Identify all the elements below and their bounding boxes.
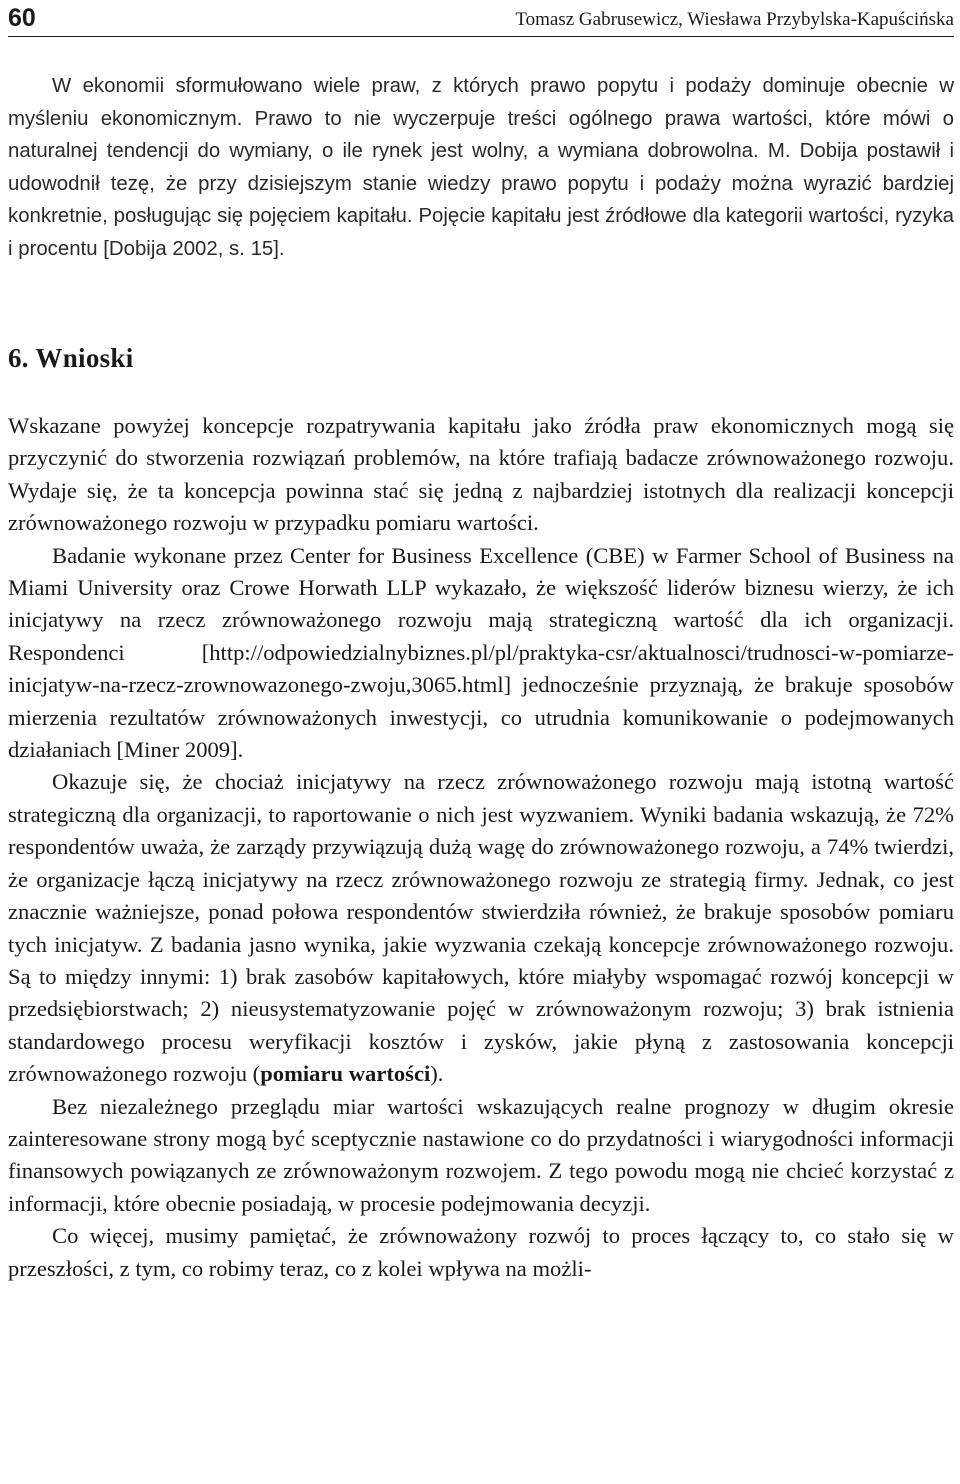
body-paragraph-3	[8, 766, 954, 1090]
body-paragraph-2: Badanie wykonane przez Center for Business Excellence (CBE) w Farmer School of Business na Miami University oraz Crowe Horwath LLP wykazało, że większość liderów biznesu wierzy, że ich inicjatywy na rzecz zrównoważonego rozwoju mają strategiczną wartość dla ich organizacji. Respondenci [http://odpowiedzialnybiznes.pl/pl/praktyka-csr/aktualnosci/trudnosci-w-pomiarze-inicjatyw-na-rzecz-zrownowazonego-zwoju,3065.html] jednocześnie przyznają, że brakuje sposobów mierzenia rezultatów zrównoważonych inwestycji, co utrudnia komunikowanie o podejmowanych działaniach [Miner 2009].	[8, 542, 954, 763]
section-title: 6. Wnioski	[8, 343, 134, 373]
intro-block	[8, 70, 954, 266]
body-paragraph-5: Co więcej, musimy pamiętać, że zrównoważony rozwój to proces łączący to, co stało się w przeszłości, z tym, co robimy teraz, co z kolei wpływa na możli-	[8, 1223, 954, 1281]
page-number: 60	[8, 4, 36, 32]
paragraph-3-text: Okazuje się, że chociaż inicjatywy na rzecz zrównoważonego rozwoju mają istotną wartość strategiczną dla organizacji, to raportowanie o nich jest wyzwaniem. Wyniki badania wskazują, że 72% respondentów uważa, że zarządy przywiązują dużą wagę do zrównoważonego rozwoju, a 74% twierdzi, że organizacje łączą inicjatywy na rzecz zrównoważonego rozwoju ze strategią firmy. Jednak, co jest znacznie ważniejsze, ponad połowa respondentów stwierdziła również, że brakuje sposobów pomiaru tych inicjatyw. Z badania jasno wynika, jakie wyzwania czekają koncepcje zrównoważonego rozwoju. Są to między innymi: 1) brak zasobów kapitałowych, które miałyby wspomagać rozwój koncepcji w przedsiębiorstwach; 2) nieusystematyzowanie pojęć w zrównoważonym rozwoju; 3) brak istnienia standardowego procesu weryfikacji kosztów i zysków, jakie płyną z zastosowania koncepcji zrównoważonego rozwoju (	[8, 769, 954, 1087]
body-paragraph-1: Wskazane powyżej koncepcje rozpatrywania kapitału jako źródła praw ekonomicznych mogą się przyczynić do stworzenia rozwiązań problemów, na które trafiają badacze zrównoważonego rozwoju. Wydaje się, że ta koncepcja powinna stać się jedną z najbardziej istotnych dla realizacji koncepcji zrównoważonego rozwoju w przypadku pomiaru wartości.	[8, 413, 954, 536]
emphasis-pomiaru-wartosci: pomiaru wartości	[260, 1061, 431, 1087]
document-page	[8, 0, 954, 1484]
running-header	[8, 2, 954, 37]
body-paragraph-4: Bez niezależnego przeglądu miar wartości wskazujących realne prognozy w długim okresie zainteresowane strony mogą być sceptycznie nastawione co do przydatności i wiarygodności informacji finansowych powiązanych ze zrównoważonym rozwojem. Z tego powodu mogą nie chcieć korzystać z informacji, które obecnie posiadają, w procesie podejmowania decyzji.	[8, 1093, 954, 1216]
intro-paragraph: W ekonomii sformułowano wiele praw, z których prawo popytu i podaży dominuje obecnie w myśleniu ekonomicznym. Prawo to nie wyczerpuje treści ogólnego prawa wartości, które mówi o naturalnej tendencji do wymiany, o ile rynek jest wolny, a wymiana dobrowolna. M. Dobija postawił i udowodnił tezę, że przy dzisiejszym stanie wiedzy prawo popytu i podaży można wyrazić bardziej konkretnie, posługując się pojęciem kapitału. Pojęcie kapitału jest źródłowe dla kategorii wartości, ryzyka i procentu [Dobija 2002, s. 15].	[8, 75, 954, 260]
running-header-authors: Tomasz Gabrusewicz, Wiesława Przybylska-Kapuścińska	[515, 9, 954, 30]
section-body	[8, 410, 954, 1285]
paragraph-3-end: ).	[430, 1061, 444, 1087]
